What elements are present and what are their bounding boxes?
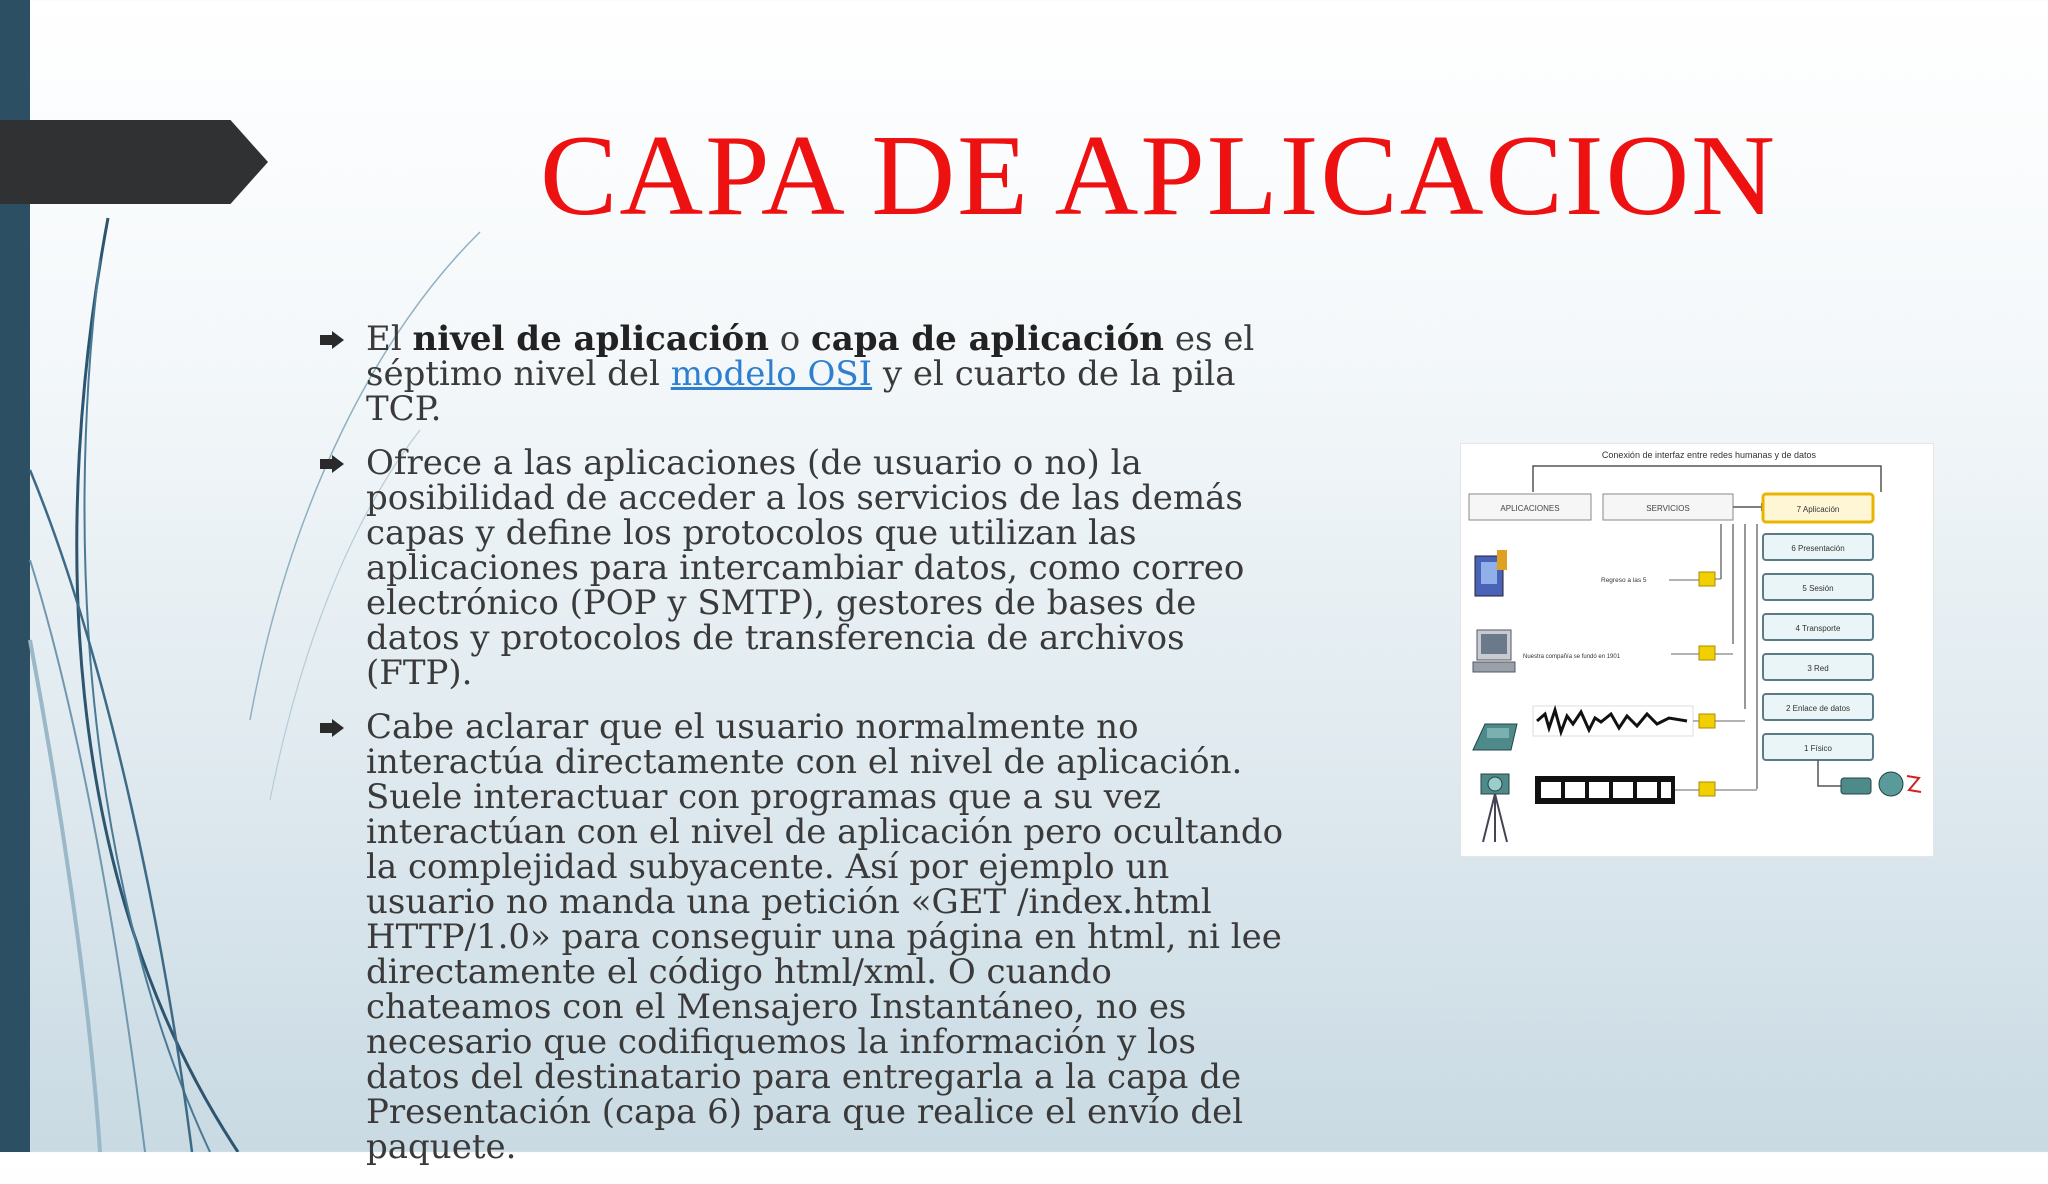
title-arrow-tab <box>0 120 268 204</box>
svg-text:1 Físico: 1 Físico <box>1803 744 1833 753</box>
layer-box-7 <box>1763 494 1873 522</box>
bullet-item-2 <box>320 443 1300 693</box>
apps-box-label: APLICACIONES <box>1500 504 1560 513</box>
arrow-bullet-icon <box>320 719 344 737</box>
bullet-text-2: Ofrece a las aplicaciones (de usuario o no) la posibilidad de acceder a los servicios de las demás capas y define los protocolos que utilizan las aplicaciones para intercambiar datos, como correo electrónico (POP y SMTP), gestores de bases de datos y protocolos de transferencia de archivos (FTP). <box>366 443 1245 693</box>
bullet-1-text-a: El <box>366 319 413 359</box>
bullet-1-text-c: es el séptimo nivel del <box>366 319 1255 394</box>
router-icon <box>1841 778 1871 794</box>
arrow-bullet-icon <box>320 455 344 473</box>
phone-icon <box>1473 724 1517 750</box>
services-box-label: SERVICIOS <box>1646 504 1690 513</box>
osi-diagram-image <box>1460 443 1934 857</box>
bullet-1-text-b: o <box>768 319 812 359</box>
pda-icon <box>1475 550 1507 596</box>
layer-box-5 <box>1763 574 1873 600</box>
svg-text:6 Presentación: 6 Presentación <box>1791 544 1845 553</box>
svg-text:4 Transporte: 4 Transporte <box>1795 624 1841 633</box>
computer-icon <box>1473 630 1515 672</box>
slide-title: CAPA DE APLICACION <box>540 112 1778 240</box>
label-regreso: Regreso a las 5 <box>1601 577 1647 584</box>
bold-term-capa: capa de aplicación <box>811 319 1165 359</box>
layer-box-3 <box>1763 654 1873 680</box>
svg-text:2 Enlace de datos: 2 Enlace de datos <box>1785 704 1851 713</box>
svg-text:7 Aplicación: 7 Aplicación <box>1796 505 1840 514</box>
video-camera-icon <box>1481 774 1509 842</box>
bullet-item-1 <box>320 319 1300 429</box>
layer-box-6 <box>1763 534 1873 560</box>
layer-box-4 <box>1763 614 1873 640</box>
bullet-item-3 <box>320 707 1300 1167</box>
modelo-osi-link[interactable]: modelo OSI <box>670 354 873 394</box>
bold-term-nivel: nivel de aplicación <box>412 319 769 359</box>
layer-box-1 <box>1763 734 1873 760</box>
arrow-bullet-icon <box>320 331 344 349</box>
bullet-1-text-d: y el cuarto de la pila TCP. <box>366 354 1236 429</box>
svg-text:3 Red: 3 Red <box>1807 664 1829 673</box>
bullet-text-3: Cabe aclarar que el usuario normalmente no interactúa directamente con el nivel de aplicación. Suele interactuar con programas que a su vez interactúan con el nivel de aplicación pero ocultando la complejidad subyacente. Así por ejemplo un usuario no manda una petición «GET /index.html HTTP/1.0» para conseguir una página en html, ni lee directamente el código html/xml. O cuando chateamos con el Mensajero Instantáneo, no es necesario que codifiquemos la información y los datos del destinatario para entregarla a la capa de Presentación (capa 6) para que realice el envío del paquete. <box>366 707 1284 1167</box>
layer-box-2 <box>1763 694 1873 720</box>
slide-content <box>320 319 1300 1184</box>
bullet-text-1 <box>366 319 1300 429</box>
svg-text:5 Sesión: 5 Sesión <box>1802 584 1834 593</box>
osi-diagram-svg <box>1461 444 1933 856</box>
network-cloud-icon <box>1879 772 1921 796</box>
film-strip-icon <box>1535 776 1675 804</box>
diagram-caption: Conexión de interfaz entre redes humanas y de datos <box>1601 450 1817 460</box>
label-compania: Nuestra compañía se fundó en 1901 <box>1523 654 1621 660</box>
